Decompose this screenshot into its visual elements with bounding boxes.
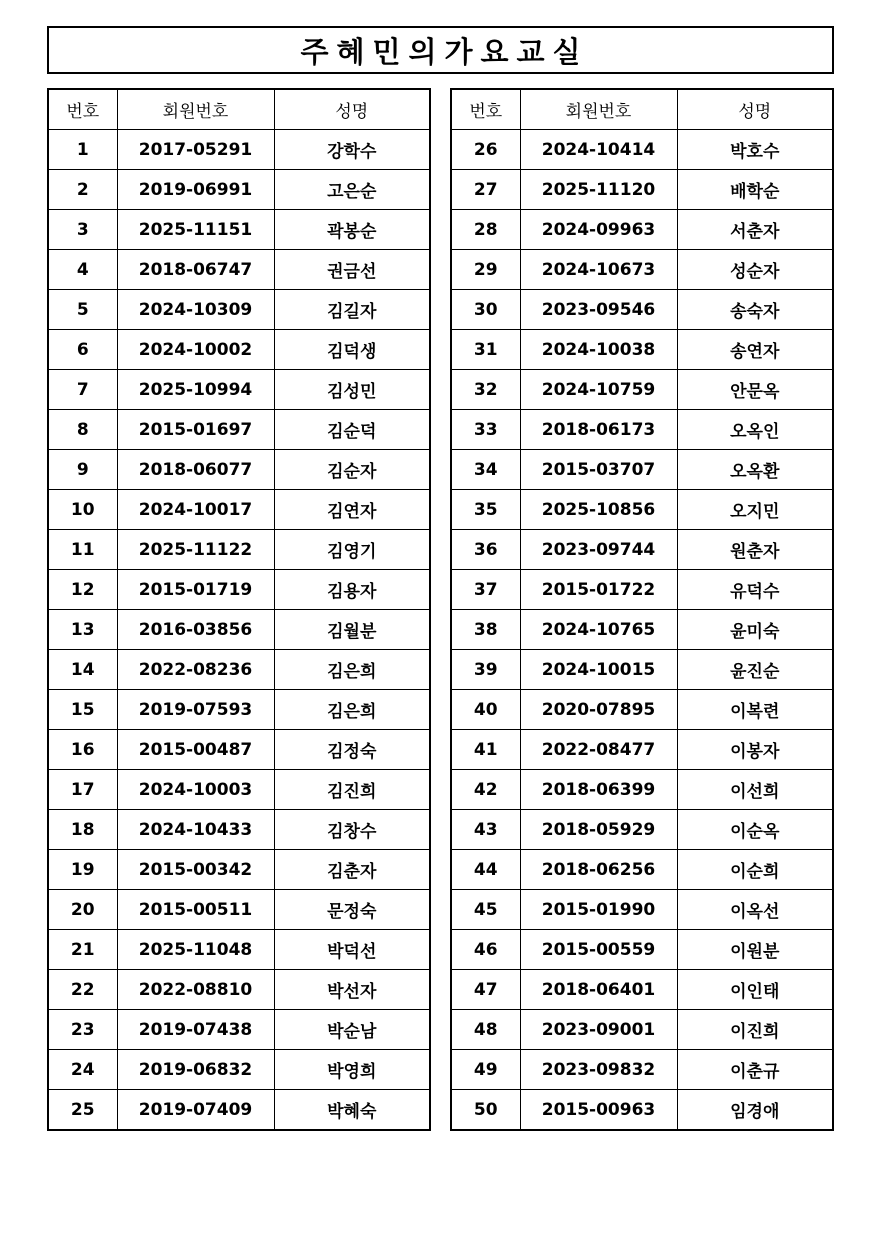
member-name-cell: 강학수 [274,130,430,170]
member-name-cell: 유덕수 [677,570,833,610]
table-row [48,290,430,330]
member-name-cell: 박덕선 [274,930,430,970]
member-number-cell: 27 [451,170,520,210]
table-row [48,650,430,690]
table-row [451,650,833,690]
member-number-cell: 17 [48,770,117,810]
page-title-box [47,26,834,74]
member-id-cell: 2017-05291 [117,130,274,170]
table-row [451,930,833,970]
member-number-cell: 20 [48,890,117,930]
member-name-cell: 이인태 [677,970,833,1010]
member-table-left [47,88,431,1131]
member-number-cell: 33 [451,410,520,450]
member-number-cell: 23 [48,1010,117,1050]
member-number-cell: 50 [451,1090,520,1131]
table-header-row [48,89,430,130]
table-row [48,130,430,170]
member-id-cell: 2015-01719 [117,570,274,610]
member-number-cell: 46 [451,930,520,970]
member-id-cell: 2019-06832 [117,1050,274,1090]
member-number-cell: 12 [48,570,117,610]
member-id-cell: 2015-00511 [117,890,274,930]
member-number-cell: 31 [451,330,520,370]
member-table-right [450,88,834,1131]
table-row [48,570,430,610]
table-row [451,810,833,850]
table-row [48,1010,430,1050]
table-row [48,730,430,770]
table-row [451,970,833,1010]
table-row [451,370,833,410]
member-name-cell: 박혜숙 [274,1090,430,1131]
table-row [451,330,833,370]
member-id-cell: 2025-10856 [520,490,677,530]
member-number-cell: 45 [451,890,520,930]
header-no: 번호 [451,89,520,130]
member-name-cell: 배학순 [677,170,833,210]
member-name-cell: 이옥선 [677,890,833,930]
header-member-id: 회원번호 [117,89,274,130]
member-name-cell: 박순남 [274,1010,430,1050]
header-name: 성명 [274,89,430,130]
member-number-cell: 7 [48,370,117,410]
member-name-cell: 고은순 [274,170,430,210]
member-name-cell: 송연자 [677,330,833,370]
member-name-cell: 박선자 [274,970,430,1010]
member-id-cell: 2024-10673 [520,250,677,290]
table-row [48,490,430,530]
member-id-cell: 2015-00559 [520,930,677,970]
table-row [48,770,430,810]
member-id-cell: 2016-03856 [117,610,274,650]
table-row [48,930,430,970]
member-id-cell: 2024-10433 [117,810,274,850]
header-name: 성명 [677,89,833,130]
member-number-cell: 47 [451,970,520,1010]
member-name-cell: 김용자 [274,570,430,610]
member-name-cell: 이봉자 [677,730,833,770]
table-row [451,410,833,450]
table-row [451,770,833,810]
member-id-cell: 2015-01722 [520,570,677,610]
member-number-cell: 39 [451,650,520,690]
member-name-cell: 임경애 [677,1090,833,1131]
member-name-cell: 오옥인 [677,410,833,450]
member-number-cell: 18 [48,810,117,850]
member-name-cell: 박영희 [274,1050,430,1090]
table-row [451,450,833,490]
member-id-cell: 2024-10038 [520,330,677,370]
table-row [451,250,833,290]
member-id-cell: 2015-01697 [117,410,274,450]
member-number-cell: 41 [451,730,520,770]
member-name-cell: 김창수 [274,810,430,850]
table-row [48,450,430,490]
member-name-cell: 문정숙 [274,890,430,930]
table-row [451,850,833,890]
member-number-cell: 15 [48,690,117,730]
member-id-cell: 2018-05929 [520,810,677,850]
member-name-cell: 원춘자 [677,530,833,570]
table-row [451,170,833,210]
member-number-cell: 19 [48,850,117,890]
member-id-cell: 2025-10994 [117,370,274,410]
member-number-cell: 29 [451,250,520,290]
member-id-cell: 2024-10759 [520,370,677,410]
member-name-cell: 이순옥 [677,810,833,850]
member-number-cell: 28 [451,210,520,250]
member-id-cell: 2023-09546 [520,290,677,330]
member-id-cell: 2024-10765 [520,610,677,650]
member-number-cell: 40 [451,690,520,730]
table-row [451,570,833,610]
member-name-cell: 김연자 [274,490,430,530]
member-id-cell: 2022-08477 [520,730,677,770]
member-id-cell: 2025-11120 [520,170,677,210]
member-name-cell: 김순덕 [274,410,430,450]
member-name-cell: 김성민 [274,370,430,410]
member-number-cell: 2 [48,170,117,210]
table-row [48,890,430,930]
member-id-cell: 2024-10414 [520,130,677,170]
member-name-cell: 서춘자 [677,210,833,250]
member-name-cell: 윤진순 [677,650,833,690]
member-name-cell: 김은희 [274,690,430,730]
table-row [48,970,430,1010]
member-id-cell: 2024-10002 [117,330,274,370]
member-id-cell: 2015-03707 [520,450,677,490]
member-id-cell: 2023-09744 [520,530,677,570]
page-title: 주혜민의가요교실 [300,34,589,69]
member-name-cell: 김정숙 [274,730,430,770]
table-row [48,410,430,450]
member-number-cell: 42 [451,770,520,810]
member-id-cell: 2024-09963 [520,210,677,250]
table-row [48,610,430,650]
member-id-cell: 2023-09832 [520,1050,677,1090]
member-number-cell: 4 [48,250,117,290]
member-id-cell: 2015-01990 [520,890,677,930]
member-id-cell: 2022-08810 [117,970,274,1010]
member-id-cell: 2025-11122 [117,530,274,570]
table-row [48,170,430,210]
table-row [48,330,430,370]
member-id-cell: 2015-00342 [117,850,274,890]
table-row [451,610,833,650]
member-number-cell: 37 [451,570,520,610]
table-row [451,890,833,930]
member-name-cell: 이원분 [677,930,833,970]
member-number-cell: 16 [48,730,117,770]
member-id-cell: 2025-11048 [117,930,274,970]
member-name-cell: 김월분 [274,610,430,650]
member-id-cell: 2019-07409 [117,1090,274,1131]
member-number-cell: 36 [451,530,520,570]
member-number-cell: 6 [48,330,117,370]
table-row [451,1090,833,1131]
member-number-cell: 24 [48,1050,117,1090]
table-row [48,370,430,410]
member-number-cell: 9 [48,450,117,490]
member-number-cell: 8 [48,410,117,450]
table-row [451,1050,833,1090]
member-number-cell: 35 [451,490,520,530]
member-number-cell: 44 [451,850,520,890]
member-id-cell: 2024-10017 [117,490,274,530]
member-name-cell: 윤미숙 [677,610,833,650]
table-row [48,250,430,290]
member-name-cell: 박호수 [677,130,833,170]
member-name-cell: 오지민 [677,490,833,530]
member-number-cell: 13 [48,610,117,650]
member-name-cell: 이복련 [677,690,833,730]
member-id-cell: 2019-06991 [117,170,274,210]
member-name-cell: 김덕생 [274,330,430,370]
table-row [451,130,833,170]
member-number-cell: 11 [48,530,117,570]
member-name-cell: 권금선 [274,250,430,290]
member-number-cell: 30 [451,290,520,330]
member-id-cell: 2018-06401 [520,970,677,1010]
member-name-cell: 이진희 [677,1010,833,1050]
member-id-cell: 2020-07895 [520,690,677,730]
member-number-cell: 48 [451,1010,520,1050]
table-row [451,730,833,770]
table-row [451,530,833,570]
member-name-cell: 김춘자 [274,850,430,890]
member-number-cell: 26 [451,130,520,170]
member-name-cell: 김길자 [274,290,430,330]
member-name-cell: 김영기 [274,530,430,570]
member-id-cell: 2023-09001 [520,1010,677,1050]
member-number-cell: 38 [451,610,520,650]
member-id-cell: 2022-08236 [117,650,274,690]
table-row [451,290,833,330]
member-id-cell: 2019-07438 [117,1010,274,1050]
member-id-cell: 2018-06399 [520,770,677,810]
member-name-cell: 곽봉순 [274,210,430,250]
table-row [451,1010,833,1050]
member-name-cell: 이순희 [677,850,833,890]
member-number-cell: 21 [48,930,117,970]
table-row [48,810,430,850]
table-row [48,210,430,250]
member-number-cell: 49 [451,1050,520,1090]
member-name-cell: 안문옥 [677,370,833,410]
member-name-cell: 김순자 [274,450,430,490]
member-number-cell: 1 [48,130,117,170]
member-id-cell: 2015-00487 [117,730,274,770]
member-id-cell: 2018-06173 [520,410,677,450]
member-name-cell: 김진희 [274,770,430,810]
member-number-cell: 14 [48,650,117,690]
member-number-cell: 3 [48,210,117,250]
member-number-cell: 34 [451,450,520,490]
member-id-cell: 2024-10015 [520,650,677,690]
member-id-cell: 2018-06747 [117,250,274,290]
member-number-cell: 43 [451,810,520,850]
member-id-cell: 2025-11151 [117,210,274,250]
member-id-cell: 2019-07593 [117,690,274,730]
member-name-cell: 성순자 [677,250,833,290]
member-number-cell: 25 [48,1090,117,1131]
member-id-cell: 2024-10003 [117,770,274,810]
member-name-cell: 송숙자 [677,290,833,330]
member-name-cell: 이춘규 [677,1050,833,1090]
table-row [48,690,430,730]
table-row [451,490,833,530]
table-row [451,690,833,730]
member-id-cell: 2024-10309 [117,290,274,330]
member-id-cell: 2018-06077 [117,450,274,490]
table-row [48,1050,430,1090]
header-member-id: 회원번호 [520,89,677,130]
table-row [48,850,430,890]
header-no: 번호 [48,89,117,130]
table-row [48,1090,430,1131]
member-number-cell: 10 [48,490,117,530]
table-row [451,210,833,250]
member-name-cell: 김은희 [274,650,430,690]
table-row [48,530,430,570]
member-number-cell: 32 [451,370,520,410]
member-id-cell: 2018-06256 [520,850,677,890]
member-number-cell: 22 [48,970,117,1010]
member-number-cell: 5 [48,290,117,330]
table-header-row [451,89,833,130]
member-name-cell: 이선희 [677,770,833,810]
member-name-cell: 오옥환 [677,450,833,490]
member-id-cell: 2015-00963 [520,1090,677,1131]
